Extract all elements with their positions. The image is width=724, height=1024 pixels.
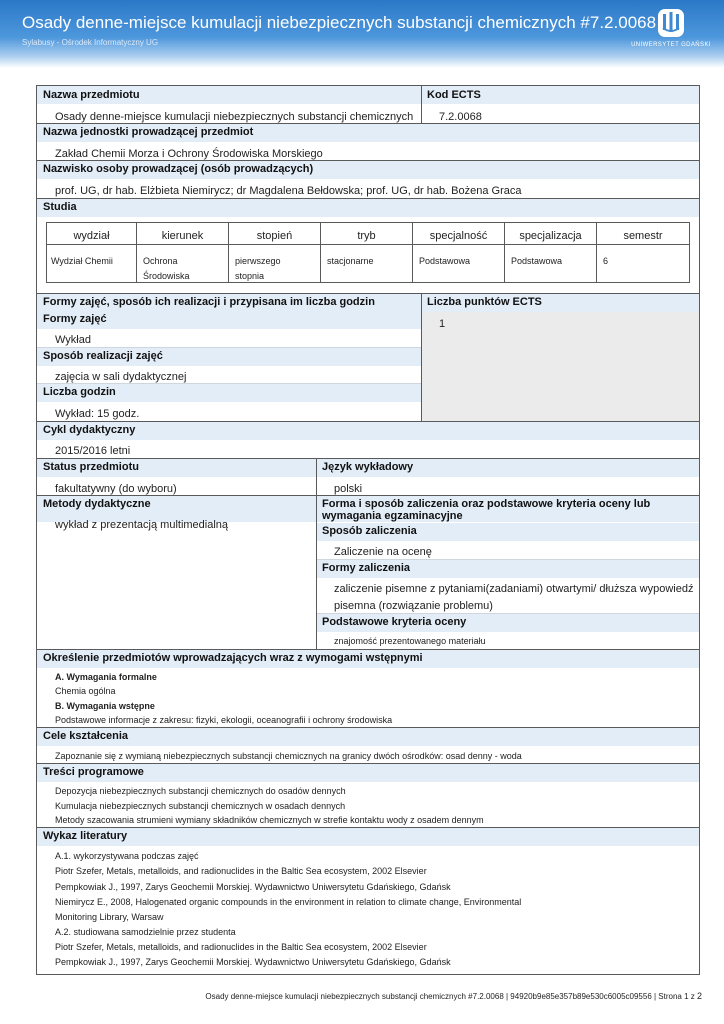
studia-header-semester: semestr bbox=[623, 230, 663, 242]
goals-label: Cele kształcenia bbox=[43, 730, 128, 742]
literature-label: Wykaz literatury bbox=[43, 830, 128, 842]
studia-label: Studia bbox=[43, 201, 77, 213]
course-name-label: Nazwa przedmiotu bbox=[43, 89, 140, 101]
content-item: Kumulacja niebezpiecznych substancji chemicznych w osadach dennych bbox=[55, 801, 346, 811]
page-footer bbox=[205, 991, 702, 1001]
ects-points-value: 1 bbox=[439, 318, 446, 330]
formal-requirements-value: Chemia ogólna bbox=[55, 686, 116, 696]
footer-text: Osady denne-miejsce kumulacji niebezpiecznych substancji chemicznych #7.2.0068 | 94920b9e85e357b89e530c6005c09556 | Strona 1 z bbox=[205, 992, 697, 1001]
assessment-mode-label: Sposób zaliczenia bbox=[322, 525, 417, 537]
studia-header-specialty: specjalność bbox=[429, 230, 488, 242]
document-subtitle: Sylabusy - Ośrodek Informatyczny UG bbox=[22, 38, 159, 47]
page-header bbox=[0, 0, 724, 68]
criteria-value: znajomość prezentowanego materiału bbox=[334, 636, 486, 646]
literature-line: A.2. studiowana samodzielnie przez studenta bbox=[55, 927, 236, 937]
status-value: fakultatywny (do wyboru) bbox=[55, 483, 177, 495]
studia-band bbox=[37, 199, 699, 217]
literature-line: Pempkowiak J., 1997, Zarys Geochemii Morskiej. Wydawnictwo Uniwersytetu Gdańskiego, Gdańsk bbox=[55, 882, 451, 892]
literature-line: A.1. wykorzystywana podczas zajęć bbox=[55, 851, 199, 861]
studia-header-mode: tryb bbox=[357, 230, 376, 242]
university-name: UNIWERSYTET GDAŃSKI bbox=[631, 42, 711, 48]
assessment-label-line-2: wymagania egzaminacyjne bbox=[322, 510, 463, 522]
studia-cell-semester: 6 bbox=[603, 256, 609, 266]
literature-line: Piotr Szefer, Metals, metalloids, and radionuclides in the Baltic Sea ecosystem, 2002 Elsevier bbox=[55, 866, 427, 876]
university-emblem-icon bbox=[630, 6, 712, 42]
document-title: Osady denne-miejsce kumulacji niebezpiecznych substancji chemicznych #7.2.0068 bbox=[22, 13, 657, 32]
methods-value: wykład z prezentacją multimedialną bbox=[55, 519, 229, 531]
studia-cell-specialty: Podstawowa bbox=[419, 256, 471, 266]
language-value: polski bbox=[334, 483, 363, 495]
teachers-value: prof. UG, dr hab. Elżbieta Niemirycz; dr Magdalena Bełdowska; prof. UG, dr hab. Bożena Graca bbox=[55, 185, 522, 197]
realization-label: Sposób realizacji zajęć bbox=[43, 350, 163, 362]
studia-cell-level-line-1: pierwszego bbox=[235, 256, 281, 266]
goals-value: Zapoznanie się z wymianą niebezpiecznych substancji chemicznych na granicy dwóch ośrodków: osad denny - woda bbox=[55, 751, 522, 761]
content-item: Depozycja niebezpiecznych substancji chemicznych do osadów dennych bbox=[55, 786, 346, 796]
studia-header-level: stopień bbox=[256, 230, 293, 242]
studia-cell-level-line-2: stopnia bbox=[235, 271, 265, 281]
language-label: Język wykładowy bbox=[322, 461, 414, 473]
ects-points-label: Liczba punktów ECTS bbox=[427, 296, 542, 308]
unit-label: Nazwa jednostki prowadzącej przedmiot bbox=[43, 126, 254, 138]
studia-cell-specialization: Podstawowa bbox=[511, 256, 563, 266]
studia-header-field: kierunek bbox=[161, 230, 204, 242]
literature-line: Pempkowiak J., 1997, Zarys Geochemii Morskiej. Wydawnictwo Uniwersytetu Gdańskiego, Gdańsk bbox=[55, 957, 451, 967]
ects-code-label: Kod ECTS bbox=[427, 89, 481, 101]
footer-page-count: 2 bbox=[696, 991, 702, 1001]
formal-requirements-label: A. Wymagania formalne bbox=[55, 672, 157, 682]
literature-line: Monitoring Library, Warsaw bbox=[55, 912, 164, 922]
studia-cell-faculty: Wydział Chemii bbox=[51, 256, 113, 266]
unit-value: Zakład Chemii Morza i Ochrony Środowiska Morskiego bbox=[55, 148, 323, 160]
assessment-forms-value-1: zaliczenie pisemne z pytaniami(zadaniami) otwartymi/ dłuższa wypowiedź bbox=[334, 583, 694, 595]
cycle-value: 2015/2016 letni bbox=[55, 445, 131, 457]
course-name-value: Osady denne-miejsce kumulacji niebezpiecznych substancji chemicznych bbox=[55, 111, 414, 123]
methods-label: Metody dydaktyczne bbox=[43, 498, 151, 510]
literature-line: Niemirycz E., 2008, Halogenated organic compounds in the environment in relation to climate change, Environmental bbox=[55, 897, 522, 907]
assessment-label bbox=[322, 498, 650, 522]
studia-cell-level bbox=[235, 254, 281, 284]
goals-band bbox=[37, 728, 699, 746]
realization-value: zajęcia w sali dydaktycznej bbox=[55, 371, 187, 383]
status-label: Status przedmiotu bbox=[43, 461, 139, 473]
syllabus-form bbox=[36, 85, 700, 975]
forms-label: Formy zajęć bbox=[43, 313, 107, 325]
forms-section-label: Formy zajęć, sposób ich realizacji i przypisana im liczba godzin bbox=[43, 296, 375, 308]
forms-value: Wykład bbox=[55, 334, 91, 346]
ects-code-value: 7.2.0068 bbox=[439, 111, 482, 123]
prereq-label: Określenie przedmiotów wprowadzających wraz z wymogami wstępnymi bbox=[43, 652, 423, 664]
studia-cell-field-line-1: Ochrona bbox=[143, 256, 178, 266]
assessment-label-line-1: Forma i sposób zaliczenia oraz podstawowe kryteria oceny lub bbox=[322, 498, 651, 510]
assessment-mode-value: Zaliczenie na ocenę bbox=[334, 546, 432, 558]
cycle-label: Cykl dydaktyczny bbox=[43, 424, 136, 436]
initial-requirements-value: Podstawowe informacje z zakresu: fizyki, ekologii, oceanografii i ochrony środowiska bbox=[55, 715, 393, 725]
ects-points-panel bbox=[421, 294, 699, 421]
initial-requirements-label: B. Wymagania wstępne bbox=[55, 701, 155, 711]
studia-cell-mode: stacjonarne bbox=[327, 256, 374, 266]
studia-header-faculty: wydział bbox=[73, 230, 110, 242]
criteria-label: Podstawowe kryteria oceny bbox=[322, 616, 467, 628]
literature-band bbox=[37, 828, 699, 846]
university-logo bbox=[630, 6, 712, 52]
assessment-forms-value-2: pisemna (rozwiązanie problemu) bbox=[334, 600, 493, 612]
assessment-forms-label: Formy zaliczenia bbox=[322, 562, 411, 574]
literature-line: Piotr Szefer, Metals, metalloids, and radionuclides in the Baltic Sea ecosystem, 2002 Elsevier bbox=[55, 942, 427, 952]
content-label: Treści programowe bbox=[43, 766, 144, 778]
content-item: Metody szacowania strumieni wymiany składników chemicznych w strefie kontaktu wody z osadem dennym bbox=[55, 815, 484, 825]
hours-label: Liczba godzin bbox=[43, 386, 116, 398]
cycle-band bbox=[37, 422, 699, 440]
studia-cell-field-line-2: Środowiska bbox=[143, 271, 190, 281]
hours-value: Wykład: 15 godz. bbox=[55, 408, 140, 420]
studia-table bbox=[46, 222, 690, 283]
teachers-label: Nazwisko osoby prowadzącej (osób prowadzących) bbox=[43, 163, 314, 175]
studia-header-specialization: specjalizacja bbox=[519, 230, 582, 242]
studia-cell-field bbox=[143, 254, 190, 284]
